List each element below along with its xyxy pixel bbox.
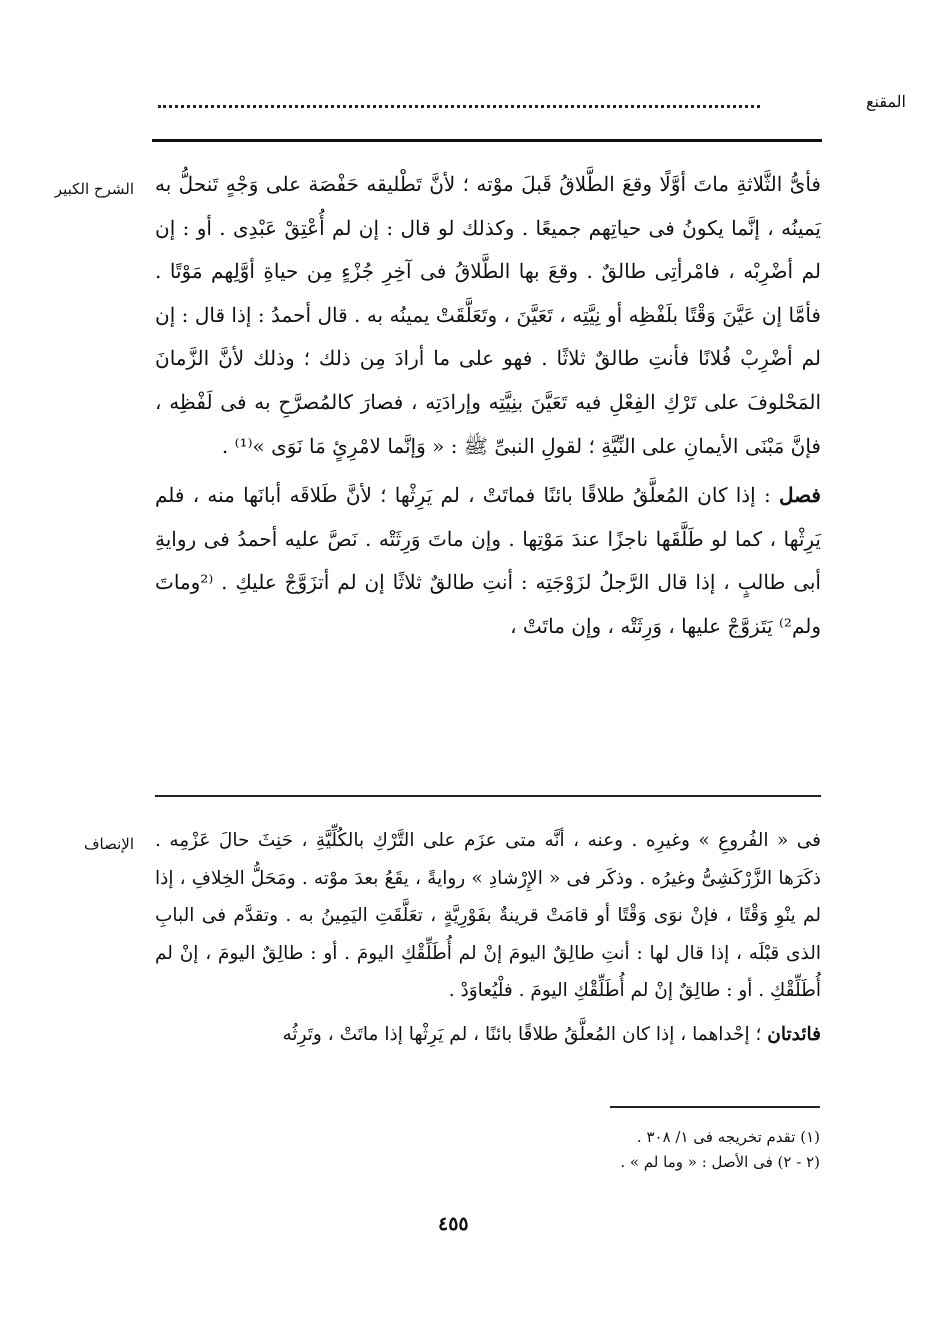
- header-rule: [152, 139, 822, 142]
- upper-text-block: [155, 163, 821, 649]
- page-number: ٤٥٥: [438, 1213, 469, 1235]
- side-label-insaf: الإنصاف: [83, 835, 134, 853]
- fasl-keyword: فصل: [778, 483, 821, 508]
- lower-paragraph-2-text: ؛ إحْداهما ، إذا كان المُعلَّقُ طلاقًا بائنًا ، لم يَرِثْها إذا ماتَتْ ، وتَرِثُه: [282, 1023, 768, 1045]
- footnotes: [500, 1125, 820, 1175]
- upper-paragraph-2-text: : إذا كان المُعلَّقُ طلاقًا بائنًا فماتَتْ ، لم يَرِثْها ؛ لأنَّ طَلاقَه أبانَها منه ، فلم يَرِثْها ، كما لو طَلَّقَها ناجزًا عندَ مَوْتِها . وإن ماتَ وَرِثَتْه . نَصَّ عليه أحمدُ فى روايةِ أبى طالبٍ ، إذا قال الرَّجلُ لزَوْجَتِه : أنتِ طالقٌ ثلاثًا إن لم أتزَوَّجْ عليكِ . ⁽²وماتَ ولم²⁾ يَتَزوَّجْ عليها ، وَرِثَتْه ، وإن ماتَتْ ،: [155, 483, 821, 638]
- section-divider: [155, 795, 821, 797]
- lower-paragraph-1: فى « الفُروعِ » وغيرِه . وعنه ، أنَّه متى عزَم على التَّرْكِ بالكُلِّيَّةِ ، حَنِثَ حالَ عَزْمِه . ذكَرَها الزَّرْكَشِىُّ وغيرُه . وذكَر فى « الإِرْشادِ » روايةً ، يقَعُ بعدَ موْته . ومَحَلُّ الخِلافِ ، إذا لم ينْوِ وَقْتًا ، فإنْ نوَى وَقْتًا أو قامَتْ قرينةٌ بفَوْرِيَّةٍ ، تعَلَّقَتِ اليَمِينُ به . وتقدَّم فى البابِ الذى قبْلَه ، إذا قال لها : أنتِ طالِقٌ اليومَ إنْ لم أُطَلِّقْكِ اليومَ . أو : طالِقٌ اليومَ ، إنْ لم أُطَلِّقْكِ . أو : طالِقٌ إنْ لم أُطَلِّقْكِ اليومَ . فلْيُعاوَدْ .: [155, 830, 821, 1001]
- lower-text-block: [155, 822, 821, 1053]
- header-dotted-leader: [158, 94, 760, 108]
- upper-paragraph-1: فأىُّ الثَّلاثةِ ماتَ أوَّلًا وقعَ الطَّلاقُ قَبلَ موْته ؛ لأنَّ تَطْليقه حَفْصَة على وَجْهٍ تَنحلُّ به يَمينُه ، إنَّما يكونُ فى حياتِهم جميعًا . وكذلك لو قال : إن لم أُعْتِقْ عَبْدِى . أو : إن لم أضْرِبْه ، فامْرأتِى طالقٌ . وقعَ بها الطَّلاقُ فى آخِرِ جُزْءٍ مِن حياةِ أوَّلِهم مَوْتًا . فأمَّا إن عَيَّنَ وَقْتًا بلَفْظِه أو نِيَّتِه ، تَعَيَّنَ ، وتَعَلَّقَتْ يمينُه به . قال أحمدُ : إذا قال : إن لم أضْرِبْ فُلانًا فأنتِ طالقٌ ثلاثًا . فهو على ما أرادَ مِن ذلك ؛ وذلك لأنَّ الزَّمانَ المَحْلوفَ على تَرْكِ الفِعْلِ فيه تَعَيَّنَ بنِيَّتِه وإرادَتِه ، فصارَ كالمُصرَّحِ به فى لَفْظِه ، فإنَّ مَبْنَى الأيمانِ على النِّيَّةِ ؛ لقولِ النبىِّ ﷺ : « وَإنَّما لامْرِئٍ مَا نَوَى »⁽¹⁾ .: [155, 172, 822, 458]
- footnote-rule: [610, 1106, 820, 1108]
- footnote-2: (٢ - ٢) فى الأصل : « وما لم » .: [620, 1153, 820, 1171]
- side-label-sharh-kabir: الشرح الكبير: [54, 180, 134, 198]
- footnote-1: (١) تقدم تخريجه فى ١/ ٣٠٨ .: [636, 1128, 820, 1146]
- running-header-title: المقنع: [865, 92, 906, 111]
- upper-paragraph-2: [155, 474, 821, 648]
- lower-paragraph-2: [155, 1016, 821, 1054]
- faidatan-keyword: فائدتان: [767, 1023, 821, 1045]
